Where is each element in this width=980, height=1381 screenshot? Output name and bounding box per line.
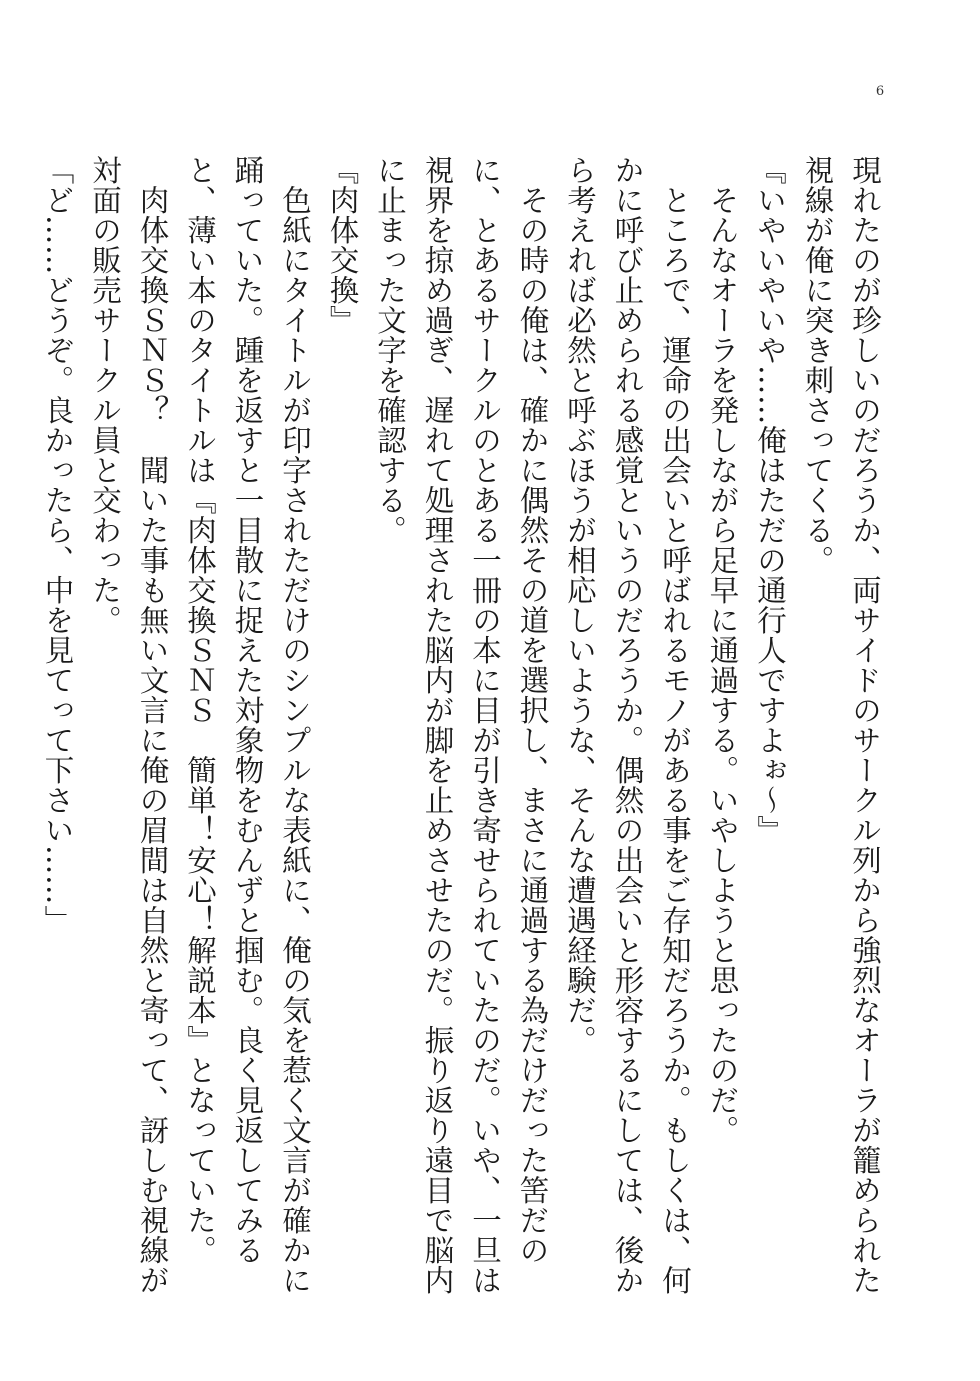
body-text bbox=[40, 155, 888, 1305]
paragraph: 色紙にタイトルが印字されただけのシンプルな表紙に、俺の気を惹く文言が確かに踊っていた。踵を返すと一目散に捉えた対象物をむんずと掴む。良く見返してみると、薄い本のタイトルは『肉体交換ＳＮＳ 簡単！安心！解説本』となっていた。 bbox=[183, 155, 312, 1295]
paragraph: 「ど……どうぞ。良かったら、中を見てって下さい……」 bbox=[40, 155, 75, 935]
paragraph: 『いやいやいや……俺はただの通行人ですよぉ～』 bbox=[753, 155, 787, 845]
paragraph: 肉体交換ＳＮＳ？ 聞いた事も無い文言に俺の眉間は自然と寄って、訝しむ視線が対面の販売サークル員と交わった。 bbox=[88, 155, 170, 1295]
paragraph: そんなオーラを発しながら足早に通過する。いやしようと思ったのだ。 bbox=[705, 155, 740, 1145]
paragraph: 『肉体交換』 bbox=[325, 155, 360, 335]
paragraph: 現れたのが珍しいのだろうか、両サイドのサークル列から強烈なオーラが籠められた視線が俺に突き刺さってくる。 bbox=[800, 155, 882, 1295]
page-number: 6 bbox=[875, 84, 885, 99]
paragraph: その時の俺は、確かに偶然その道を選択し、まさに通過する為だけだった筈だのに、とあるサークルのとある一冊の本に目が引き寄せられていたのだ。いや、一旦は視界を掠め過ぎ、遅れて処理された脳内が脚を止めさせたのだ。振り返り遠目で脳内に止まった文字を確認する。 bbox=[373, 155, 550, 1295]
paragraph: ところで、運命の出会いと呼ばれるモノがある事をご存知だろうか。もしくは、何かに呼び止められる感覚というのだろうか。偶然の出会いと形容するにしては、後から考えれば必然と呼ぶほうが相応しいような、そんな遭遇経験だ。 bbox=[563, 155, 692, 1295]
